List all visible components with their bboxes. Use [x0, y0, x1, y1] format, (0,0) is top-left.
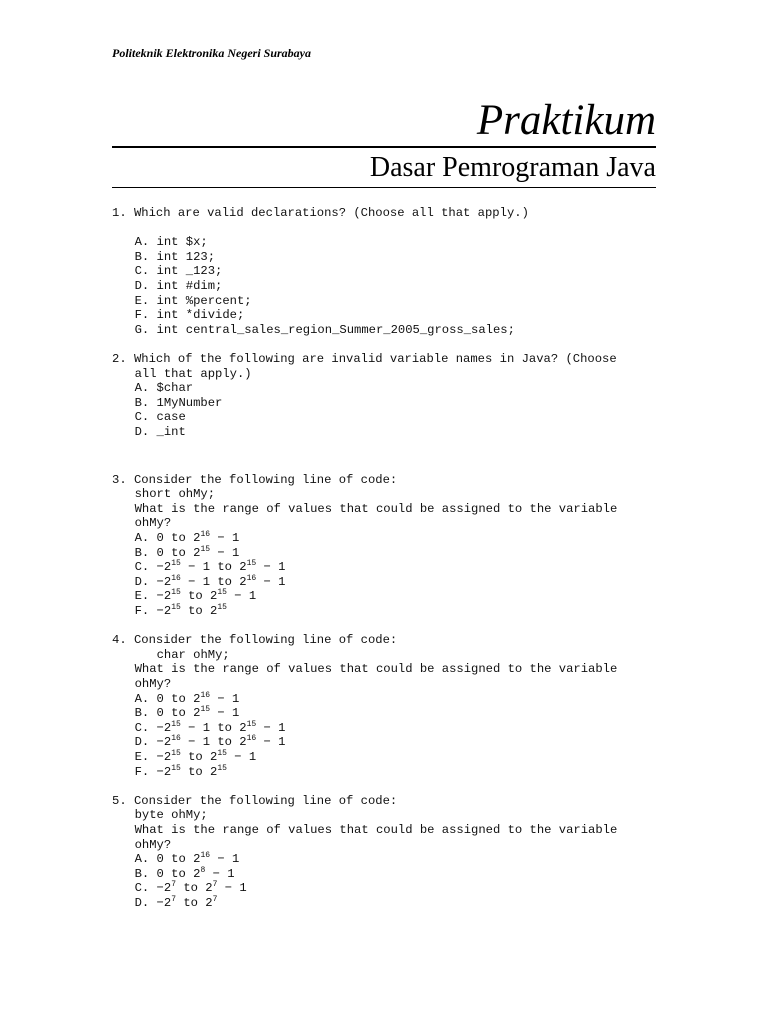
question-4-text: 4. Consider the following line of code:	[112, 633, 398, 648]
question-3-ask-cont: ohMy?	[134, 516, 172, 531]
question-1-option-g: G. int central_sales_region_Summer_2005_gross_sales;	[134, 322, 515, 337]
subtitle-rule	[112, 187, 656, 188]
question-2-text-cont: all that apply.)	[134, 366, 252, 381]
question-2-option-a: A. $char	[134, 381, 194, 396]
question-1-text: 1. Which are valid declarations? (Choose all that apply.)	[112, 206, 529, 220]
question-3-option-f: F. $-2^{15}$ to $2^{15}$	[134, 603, 227, 619]
question-4-option-d: D. $-2^{16} - 1$ to $2^{16} - 1$	[134, 734, 286, 750]
question-5-option-d: D. $-2^7$ to $2^7$	[134, 894, 218, 910]
question-5-code: byte ohMy;	[134, 808, 208, 823]
question-3-code: short ohMy;	[134, 487, 216, 502]
question-3-ask: What is the range of values that could be assigned to the variable	[134, 501, 618, 516]
question-3-option-a: A. 0 to $2^{16} - 1$	[134, 530, 240, 546]
question-4-option-f: F. $-2^{15}$ to $2^{15}$	[134, 763, 227, 779]
question-4-ask-cont: ohMy?	[134, 677, 172, 691]
question-1-option-a: A. int $x;	[134, 235, 208, 250]
question-5-text: 5. Consider the following line of code:	[112, 793, 398, 808]
question-4-option-c: C. $-2^{15} - 1$ to $2^{15} - 1$	[134, 719, 286, 735]
question-5-option-a: A. 0 to $2^{16} - 1$	[134, 851, 240, 867]
question-5-ask: What is the range of values that could be assigned to the variable	[134, 822, 618, 837]
question-list	[112, 206, 672, 911]
question-3-option-e: E. $-2^{15}$ to $2^{15} - 1$	[134, 588, 257, 604]
question-3-text: 3. Consider the following line of code:	[112, 472, 398, 487]
question-4	[112, 633, 672, 779]
question-4-option-a: A. 0 to $2^{16} - 1$	[134, 690, 240, 706]
question-2	[112, 352, 672, 440]
question-4-ask: What is the range of values that could be assigned to the variable	[134, 662, 618, 677]
question-1-option-f: F. int *divide;	[134, 308, 245, 323]
question-4-option-e: E. $-2^{15}$ to $2^{15} - 1$	[134, 748, 257, 764]
question-2-option-d: D. _int	[134, 424, 186, 439]
question-4-option-b: B. 0 to $2^{15} - 1$	[134, 705, 240, 721]
question-3	[112, 473, 672, 619]
question-2-text: 2. Which of the following are invalid variable names in Java? (Choose	[112, 351, 617, 366]
question-5-ask-cont: ohMy?	[134, 837, 172, 852]
question-5	[112, 794, 672, 911]
question-1-option-e: E. int %percent;	[134, 293, 252, 308]
question-1-option-b: B. int 123;	[134, 249, 216, 264]
question-4-code: char ohMy;	[156, 647, 230, 662]
page-subtitle: Dasar Pemrograman Java	[369, 152, 656, 183]
page-title: Praktikum	[476, 97, 656, 144]
institution-header: Politeknik Elektronika Negeri Surabaya	[112, 46, 312, 60]
question-5-option-c: C. $-2^7$ to $2^7 - 1$	[134, 880, 247, 896]
question-3-option-d: D. $-2^{16} - 1$ to $2^{16} - 1$	[134, 573, 286, 589]
question-2-option-c: C. case	[134, 410, 186, 425]
question-3-option-b: B. 0 to $2^{15} - 1$	[134, 544, 240, 560]
question-5-option-b: B. 0 to $2^8 - 1$	[134, 865, 235, 881]
question-1-option-d: D. int #dim;	[134, 278, 223, 293]
question-2-option-b: B. 1MyNumber	[134, 395, 223, 410]
question-1	[112, 206, 672, 337]
title-rule	[112, 146, 656, 148]
question-1-option-c: C. int _123;	[134, 264, 223, 279]
question-3-option-c: C. $-2^{15} - 1$ to $2^{15} - 1$	[134, 559, 286, 575]
